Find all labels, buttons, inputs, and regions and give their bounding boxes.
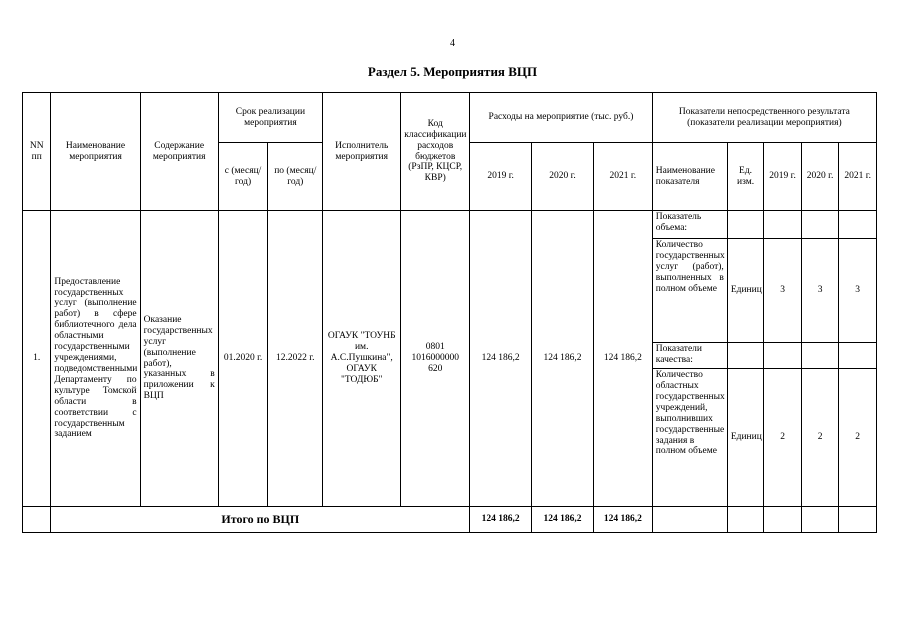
volume-indicator-unit: Единиц: [727, 239, 764, 343]
total-expense-2021: 124 186,2: [593, 507, 652, 533]
header-indicator-2019: 2019 г.: [764, 143, 802, 211]
quality-indicator-2021: 2: [839, 369, 877, 507]
period-from: 01.2020 г.: [218, 211, 268, 507]
quality-indicator-unit: Единиц: [727, 369, 764, 507]
total-empty-cell: [764, 507, 802, 533]
page-number: 4: [450, 38, 455, 49]
header-content: Содержание мероприятия: [140, 93, 218, 211]
quality-indicator-header: Показатели качества:: [652, 343, 727, 369]
header-indicator-2021: 2021 г.: [839, 143, 877, 211]
header-indicator-2020: 2020 г.: [801, 143, 839, 211]
header-indicator-unit: Ед. изм.: [727, 143, 764, 211]
total-empty-cell: [801, 507, 839, 533]
header-exp-2020: 2020 г.: [532, 143, 594, 211]
activity-content: Оказание государственных услуг (выполнение работ), указанных в приложении к ВЦП: [140, 211, 218, 507]
header-executor: Исполнитель мероприятия: [323, 93, 401, 211]
header-period: Срок реализации мероприятия: [218, 93, 322, 143]
volume-header-2020: [801, 211, 839, 239]
header-indicator-name: Наименование показателя: [652, 143, 727, 211]
expense-2020: 124 186,2: [532, 211, 594, 507]
quality-indicator-2020: 2: [801, 369, 839, 507]
period-to: 12.2022 г.: [268, 211, 323, 507]
header-indicators: Показатели непосредственного результата (показатели реализации мероприятия): [652, 93, 876, 143]
executor: ОГАУК "ТОУНБ им. А.С.Пушкина", ОГАУК "ТОДЮБ": [323, 211, 401, 507]
total-empty-cell: [23, 507, 51, 533]
total-expense-2019: 124 186,2: [470, 507, 532, 533]
total-expense-2020: 124 186,2: [532, 507, 594, 533]
volume-indicator-name: Количество государственных услуг (работ), выполненных в полном объеме: [652, 239, 727, 343]
budget-code: 0801 1016000000 620: [401, 211, 470, 507]
expense-2021: 124 186,2: [593, 211, 652, 507]
header-nn: NN пп: [23, 93, 51, 211]
total-label: Итого по ВЦП: [51, 507, 470, 533]
table-row: [23, 211, 877, 239]
header-exp-2021: 2021 г.: [593, 143, 652, 211]
section-title: Раздел 5. Мероприятия ВЦП: [367, 64, 538, 79]
volume-header-2021: [839, 211, 877, 239]
quality-indicator-name: Количество областных государственных учреждений, выполнивших государственные задания в полном объеме: [652, 369, 727, 507]
volume-indicator-2021: 3: [839, 239, 877, 343]
quality-header-2021: [839, 343, 877, 369]
header-code: Код классификации расходов бюджетов (РзПР, КЦСР, КВР): [401, 93, 470, 211]
header-exp-2019: 2019 г.: [470, 143, 532, 211]
header-name: Наименование мероприятия: [51, 93, 140, 211]
quality-indicator-2019: 2: [764, 369, 802, 507]
volume-header-unit: [727, 211, 764, 239]
total-empty-cell: [839, 507, 877, 533]
header-period-to: по (месяц/год): [268, 143, 323, 211]
quality-header-2020: [801, 343, 839, 369]
header-row-1: [23, 93, 877, 143]
volume-indicator-2019: 3: [764, 239, 802, 343]
total-empty-cell: [727, 507, 764, 533]
volume-indicator-header: Показатель объема:: [652, 211, 727, 239]
activity-name: Предоставление государственных услуг (выполнение работ) в сфере библиотечного дела областными государственными учреждениями, подведомственными Департаменту по культуре Томской области в соответствии с государственным заданием: [51, 211, 140, 507]
quality-header-2019: [764, 343, 802, 369]
row-number: 1.: [23, 211, 51, 507]
header-expenses: Расходы на мероприятие (тыс. руб.): [470, 93, 653, 143]
total-empty-cell: [652, 507, 727, 533]
header-period-from: с (месяц/год): [218, 143, 268, 211]
volume-indicator-2020: 3: [801, 239, 839, 343]
expense-2019: 124 186,2: [470, 211, 532, 507]
activities-table: [22, 92, 877, 533]
total-row: [23, 507, 877, 533]
volume-header-2019: [764, 211, 802, 239]
quality-header-unit: [727, 343, 764, 369]
